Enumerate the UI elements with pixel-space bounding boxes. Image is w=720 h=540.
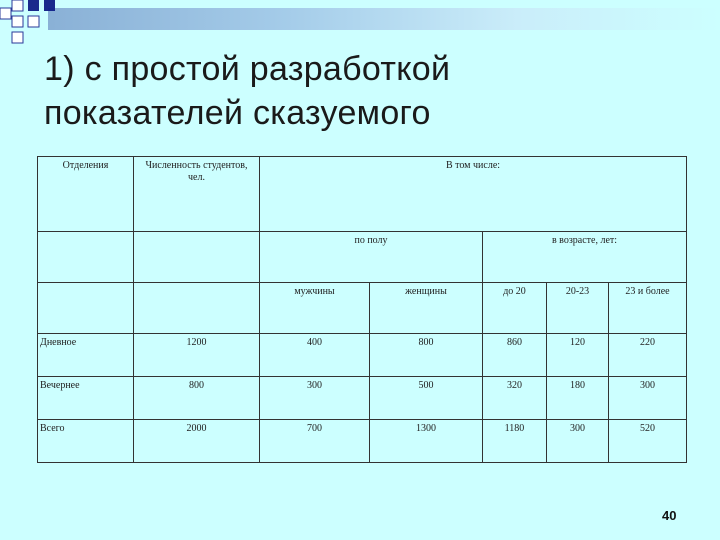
header-23-plus: 23 и более — [609, 283, 687, 334]
header-by-age: в возрасте, лет: — [483, 232, 687, 283]
header-empty-cell — [38, 283, 134, 334]
header-20-23: 20-23 — [547, 283, 609, 334]
cell-20-23: 120 — [547, 334, 609, 377]
header-female: женщины — [370, 283, 483, 334]
header-by-gender: по полу — [260, 232, 483, 283]
cell-under-20: 320 — [483, 377, 547, 420]
header-empty-cell — [38, 232, 134, 283]
header-under-20: до 20 — [483, 283, 547, 334]
statistics-table — [37, 156, 687, 463]
row-department: Дневное — [38, 334, 134, 377]
header-empty-cell — [134, 232, 260, 283]
cell-female: 800 — [370, 334, 483, 377]
slide-title — [44, 47, 684, 135]
header-male: мужчины — [260, 283, 370, 334]
cell-male: 300 — [260, 377, 370, 420]
header-including: В том числе: — [260, 157, 687, 232]
cell-under-20: 1180 — [483, 420, 547, 463]
cell-23-plus: 520 — [609, 420, 687, 463]
cell-male: 700 — [260, 420, 370, 463]
cell-male: 400 — [260, 334, 370, 377]
table-row — [38, 334, 687, 377]
row-department: Всего — [38, 420, 134, 463]
header-row-1 — [38, 157, 687, 232]
cell-count: 1200 — [134, 334, 260, 377]
header-row-3 — [38, 283, 687, 334]
header-student-count: Численность студентов, чел. — [134, 157, 260, 232]
cell-20-23: 180 — [547, 377, 609, 420]
row-department: Вечернее — [38, 377, 134, 420]
cell-count: 800 — [134, 377, 260, 420]
title-line-1: 1) с простой разработкой — [44, 50, 451, 88]
page-number: 40 — [662, 508, 677, 523]
header-department: Отделения — [38, 157, 134, 232]
cell-female: 500 — [370, 377, 483, 420]
table-row — [38, 377, 687, 420]
header-gradient-bar — [48, 8, 720, 30]
cell-count: 2000 — [134, 420, 260, 463]
cell-23-plus: 220 — [609, 334, 687, 377]
cell-female: 1300 — [370, 420, 483, 463]
cell-20-23: 300 — [547, 420, 609, 463]
cell-under-20: 860 — [483, 334, 547, 377]
cell-23-plus: 300 — [609, 377, 687, 420]
title-line-2: показателей сказуемого — [44, 94, 431, 132]
header-row-2 — [38, 232, 687, 283]
header-empty-cell — [134, 283, 260, 334]
table-row — [38, 420, 687, 463]
